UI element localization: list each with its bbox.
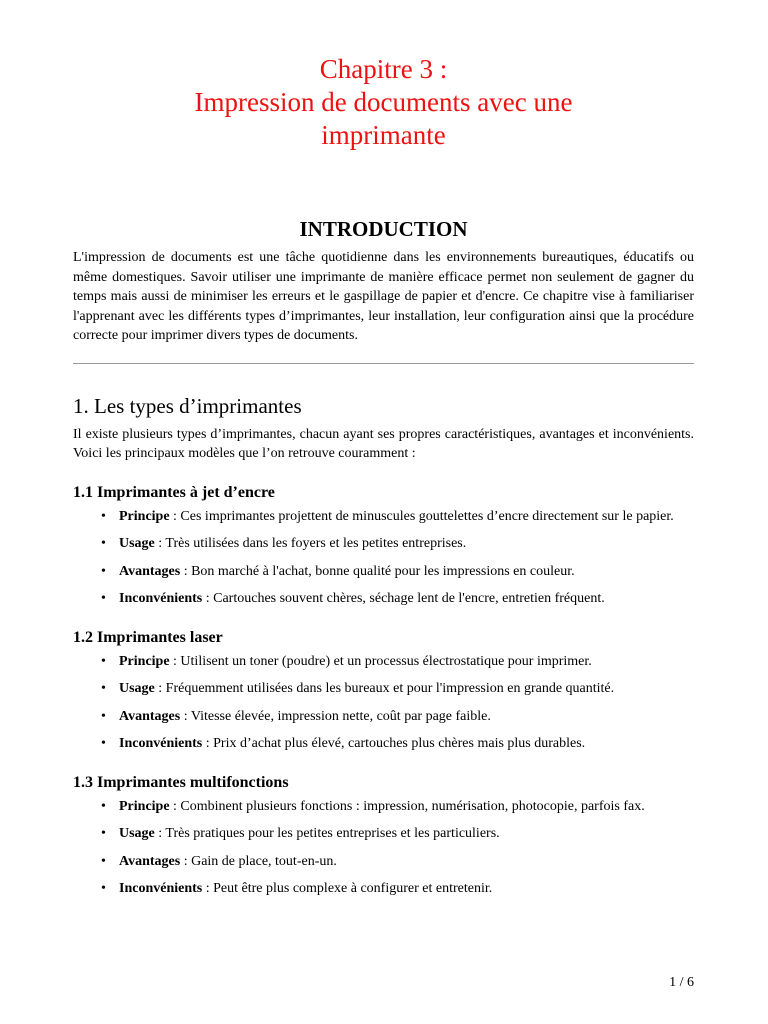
bullet-icon: • xyxy=(101,591,106,606)
bullet-icon: • xyxy=(101,798,106,814)
item-text: : Ces imprimantes projettent de minuscules gouttelettes d’encre directement sur le papier. xyxy=(169,508,674,524)
item-text: : Combinent plusieurs fonctions : impression, numérisation, photocopie, parfois fax. xyxy=(169,798,645,814)
item-text: : Fréquemment utilisées dans les bureaux et pour l'impression en grande quantité. xyxy=(154,681,615,696)
subsection-1-3-heading: 1.3 Imprimantes multifonctions xyxy=(73,773,289,791)
item-label: Principe xyxy=(119,798,170,814)
list-item xyxy=(101,852,694,872)
item-label: Usage xyxy=(119,681,155,696)
bullet-icon: • xyxy=(101,653,106,669)
bullet-icon: • xyxy=(101,563,106,579)
list-item xyxy=(101,879,694,899)
bullet-icon: • xyxy=(101,536,106,551)
list-item xyxy=(101,652,694,672)
section-1-paragraph: Il existe plusieurs types d’imprimantes, chacun ayant ses propres caractéristiques, avantages et inconvénients. Voici les principaux modèles que l’on retrouve couramment : xyxy=(73,426,694,461)
chapter-title-line-2: Impression de documents avec une xyxy=(194,87,573,117)
bullet-icon: • xyxy=(101,708,106,724)
chapter-title-line-1: Chapitre 3 : xyxy=(319,54,448,84)
list-item xyxy=(101,534,694,554)
bullet-icon: • xyxy=(101,826,106,841)
item-text: : Très utilisées dans les foyers et les petites entreprises. xyxy=(154,536,467,551)
item-text: : Prix d’achat plus élevé, cartouches plus chères mais plus durables. xyxy=(202,736,586,751)
item-text: : Très pratiques pour les petites entreprises et les particuliers. xyxy=(154,826,500,841)
document-page xyxy=(73,0,694,907)
item-label: Principe xyxy=(119,508,170,524)
section-1-heading: 1. Les types d’imprimantes xyxy=(73,393,302,418)
subsection-1-1-heading: 1.1 Imprimantes à jet d’encre xyxy=(73,483,275,501)
item-text: : Cartouches souvent chères, séchage lent de l'encre, entretien fréquent. xyxy=(202,591,605,606)
item-label: Inconvénients xyxy=(119,591,203,606)
introduction-paragraph: L'impression de documents est une tâche quotidienne dans les environnements bureautiques, éducatifs ou même domestiques. Savoir utiliser une imprimante de manière efficace permet non seulement de gagner du temps mais aussi de minimiser les erreurs et le gaspillage de papier et d'encre. Ce chapitre vise à familiariser l'apprenant avec les différents types d’imprimantes, leur installation, leur configuration ainsi que la procédure correcte pour imprimer divers types de documents. xyxy=(73,250,694,343)
item-label: Inconvénients xyxy=(119,881,203,896)
chapter-title-line-3: imprimante xyxy=(321,120,446,150)
list-item xyxy=(101,707,694,727)
item-label: Usage xyxy=(119,536,155,551)
item-text: : Utilisent un toner (poudre) et un processus électrostatique pour imprimer. xyxy=(169,653,592,669)
list-item xyxy=(101,734,694,754)
bullet-icon: • xyxy=(101,853,106,869)
subsection-1-3-list xyxy=(73,797,694,899)
item-text: : Vitesse élevée, impression nette, coût par page faible. xyxy=(180,708,491,724)
bullet-icon: • xyxy=(101,736,106,751)
item-label: Avantages xyxy=(119,563,181,579)
subsection-1-2-list xyxy=(73,652,694,754)
item-label: Avantages xyxy=(119,853,181,869)
list-item xyxy=(101,589,694,609)
bullet-icon: • xyxy=(101,881,106,896)
subsection-1-3 xyxy=(73,772,694,899)
item-label: Principe xyxy=(119,653,170,669)
subsection-1-1 xyxy=(73,482,694,609)
introduction-heading: INTRODUCTION xyxy=(299,217,468,241)
subsection-1-2-heading: 1.2 Imprimantes laser xyxy=(73,628,223,646)
page-number: 1 / 6 xyxy=(669,975,694,990)
item-text: : Peut être plus complexe à configurer et entretenir. xyxy=(202,881,493,896)
list-item xyxy=(101,562,694,582)
item-text: : Bon marché à l'achat, bonne qualité pour les impressions en couleur. xyxy=(180,563,575,579)
item-text: : Gain de place, tout-en-un. xyxy=(180,853,337,869)
subsection-1-2 xyxy=(73,627,694,754)
bullet-icon: • xyxy=(101,681,106,696)
list-item xyxy=(101,797,694,817)
list-item xyxy=(101,679,694,699)
item-label: Inconvénients xyxy=(119,736,203,751)
chapter-title xyxy=(73,53,694,152)
item-label: Usage xyxy=(119,826,155,841)
item-label: Avantages xyxy=(119,708,181,724)
bullet-icon: • xyxy=(101,508,106,524)
list-item xyxy=(101,507,694,527)
section-divider xyxy=(73,363,694,364)
list-item xyxy=(101,824,694,844)
subsection-1-1-list xyxy=(73,507,694,609)
